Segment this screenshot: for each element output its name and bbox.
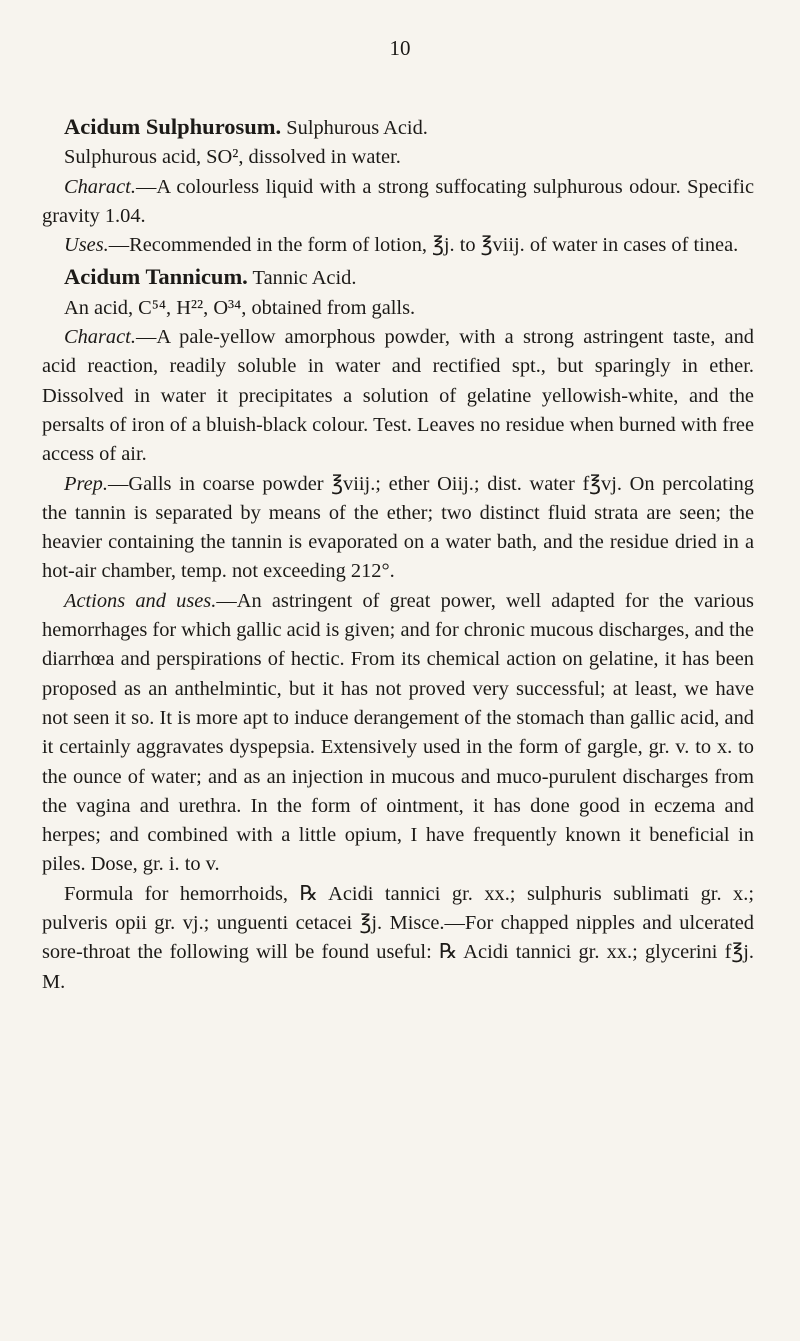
charact-label: Charact. xyxy=(64,175,136,198)
heading-english-name: Sulphurous Acid. xyxy=(286,117,428,139)
heading-title: Acidum Sulphurosum. xyxy=(64,114,282,139)
charact-paragraph xyxy=(42,323,754,469)
uses-text: —Recommended in the form of lotion, ℥j. to ℥viij. of water in cases of tinea. xyxy=(108,234,739,257)
composition-paragraph: Sulphurous acid, SO², dissolved in water. xyxy=(64,146,401,169)
actions-text: —An astringent of great power, well adapted for the various hemorrhages for which gallic acid is given; and for chronic mucous discharges, and the diarrhœa and perspirations of hectic. From its chemical action on gelatine, it has been proposed as an anthelmintic, but it has not proved very successful; at least, we have not seen it so. It is more apt to induce derangement of the stomach than gallic acid, and it certainly aggravates dyspepsia. Extensively used in the form of gargle, gr. v. to x. to the ounce of water; and as an injection in mucous and muco-purulent discharges from the vagina and urethra. In the form of ointment, it has done good in eczema and herpes; and combined with a little opium, I have frequently known it beneficial in piles. Dose, gr. i. to v. xyxy=(42,589,754,876)
heading-title: Acidum Tannicum. xyxy=(64,264,248,290)
actions-paragraph xyxy=(42,587,754,880)
prep-paragraph xyxy=(42,470,754,587)
heading-english-name: Tannic Acid. xyxy=(252,267,357,290)
charact-text: —A pale-yellow amorphous powder, with a strong astringent taste, and acid reaction, readily soluble in water and rectified spt., but sparingly in ether. Dissolved in water it precipitates a solution of gelatine yellowish-white, and the persalts of iron of a bluish-black colour. Test. Leaves no residue when burned with free access of air. xyxy=(42,326,754,466)
uses-paragraph xyxy=(42,231,754,260)
section-heading-sulphurosum xyxy=(42,112,754,143)
section-heading-tannicum xyxy=(42,262,754,293)
prep-label: Prep. xyxy=(64,472,108,495)
charact-text: —A colourless liquid with a strong suffocating sulphurous odour. Specific gravity 1.04. xyxy=(42,175,754,227)
formula-paragraph: Formula for hemorrhoids, ℞ Acidi tannici gr. xx.; sulphuris sublimati gr. x.; pulveris opii gr. vj.; unguenti cetacei ℥j. Misce.—For chapped nipples and ulcerated sore-throat the following will be found useful: ℞ Acidi tannici gr. xx.; glycerini f℥j. M. xyxy=(42,882,754,993)
composition-paragraph: An acid, C⁵⁴, H²², O³⁴, obtained from galls. xyxy=(64,296,416,319)
page-body xyxy=(42,112,754,997)
prep-text: —Galls in coarse powder ℥viij.; ether Oiij.; dist. water f℥vj. On percolating the tannin is separated by means of the ether; two distinct fluid strata are seen; the heavier containing the tannin is evaporated on a water bath, and the residue dried in a hot-air chamber, temp. not exceeding 212°. xyxy=(42,472,754,583)
uses-label: Uses. xyxy=(64,234,109,257)
charact-paragraph xyxy=(42,173,754,232)
charact-label: Charact. xyxy=(64,326,136,349)
page-number: 10 xyxy=(389,36,411,60)
actions-label: Actions and uses. xyxy=(64,589,217,612)
